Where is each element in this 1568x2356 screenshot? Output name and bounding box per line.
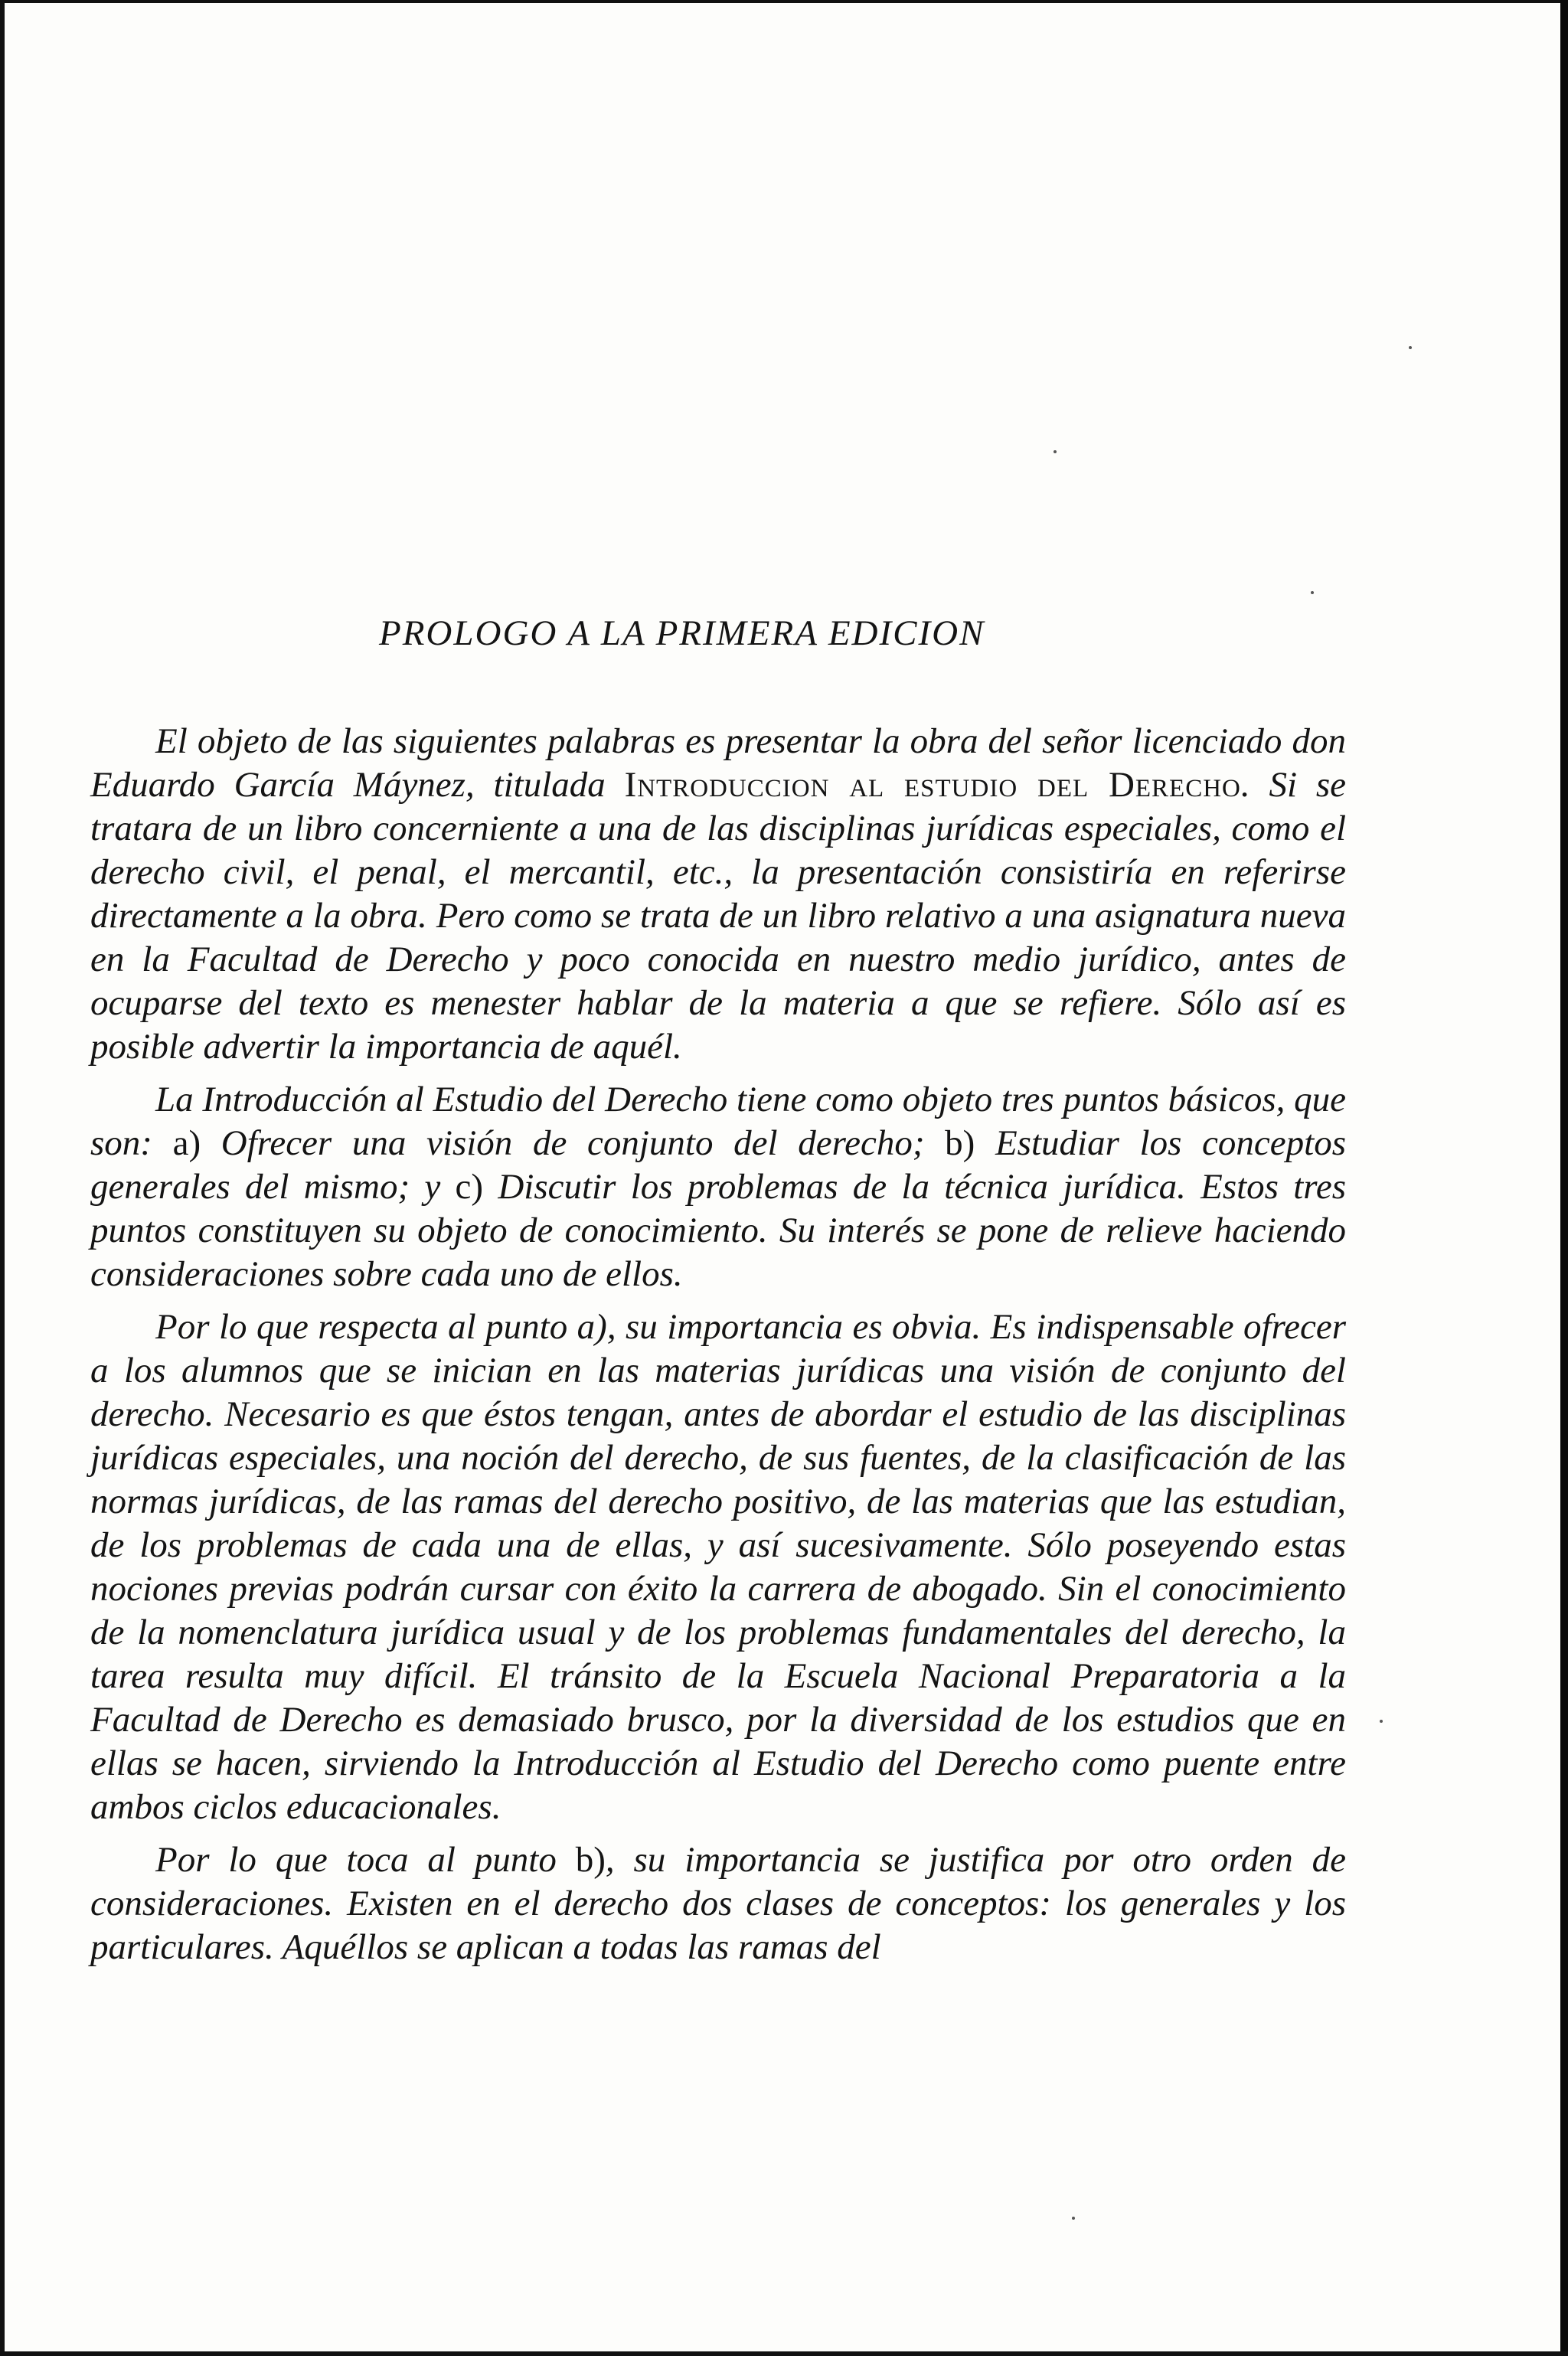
paragraph-3: Por lo que respecta al punto a), su importancia es obvia. Es indispensable ofrecer a los alumnos que se inician en las materias jurídicas una visión de conjunto del derecho. Necesario es que éstos tengan, antes de abordar el estudio de las disciplinas jurídicas especiales, una noción del derecho, de sus fuentes, de la clasificación de las normas jurídicas, de las ramas del derecho positivo, de las materias que las estudian, de los problemas de cada una de ellas, y así sucesivamente. Sólo poseyendo estas nociones previas podrán cursar con éxito la carrera de abogado. Sin el conocimiento de la nomenclatura jurídica usual y de los problemas fundamentales del derecho, la tarea resulta muy difícil. El tránsito de la Escuela Nacional Preparatoria a la Facultad de Derecho es demasiado brusco, por la diversidad de los estudios que en ellas se hacen, sirviendo la Introducción al Estudio del Derecho como puente entre ambos ciclos educacionales. — [90, 1307, 1346, 1827]
page-border-left — [0, 0, 5, 2356]
paragraph-2: La Introducción al Estudio del Derecho tiene como objeto tres puntos básicos, que son: a) Ofrecer una visión de conjunto del derecho; b) Estudiar los conceptos generales del mismo; y c) Discutir los problemas de la técnica jurídica. Estos tres puntos constituyen su objeto de conocimiento. Su interés se pone de relieve haciendo consideraciones sobre cada uno de ellos. — [90, 1080, 1347, 1294]
scan-speck — [1072, 2217, 1075, 2220]
work-title: Introduccion al estudio del Derecho — [624, 765, 1241, 805]
page-border-bottom — [0, 2351, 1568, 2356]
paragraph-4: Por lo que toca al punto b), su importancia se justifica por otro orden de consideraciones. Existen en el derecho dos clases de conceptos: los generales y los particulares. Aquéllos se aplican a todas las ramas del — [90, 1840, 1346, 1967]
paragraph-1: El objeto de las siguientes palabras es presentar la obra del señor licenciado don Eduardo García Máynez, titulada Introduccion al estudio del Derecho. Si se tratara de un libro concerniente a una de las disciplinas jurídicas especiales, como el derecho civil, el penal, el mercantil, etc., la presentación consistiría en referirse directamente a la obra. Pero como se trata de un libro relativo a una asignatura nueva en la Facultad de Derecho y poco conocida en nuestro medio jurídico, antes de ocuparse del texto es menester hablar de la materia a que se refiere. Sólo así es posible advertir la importancia de aquél. — [90, 721, 1346, 1067]
scan-speck — [1409, 346, 1412, 349]
page-border-right — [1560, 0, 1568, 2356]
scan-speck — [1054, 450, 1057, 453]
prologue-body — [90, 720, 1346, 1969]
scan-speck — [1311, 591, 1314, 594]
scan-speck — [1380, 1720, 1383, 1723]
page-border-top — [0, 0, 1568, 3]
page-title: PROLOGO A LA PRIMERA EDICION — [379, 613, 985, 653]
